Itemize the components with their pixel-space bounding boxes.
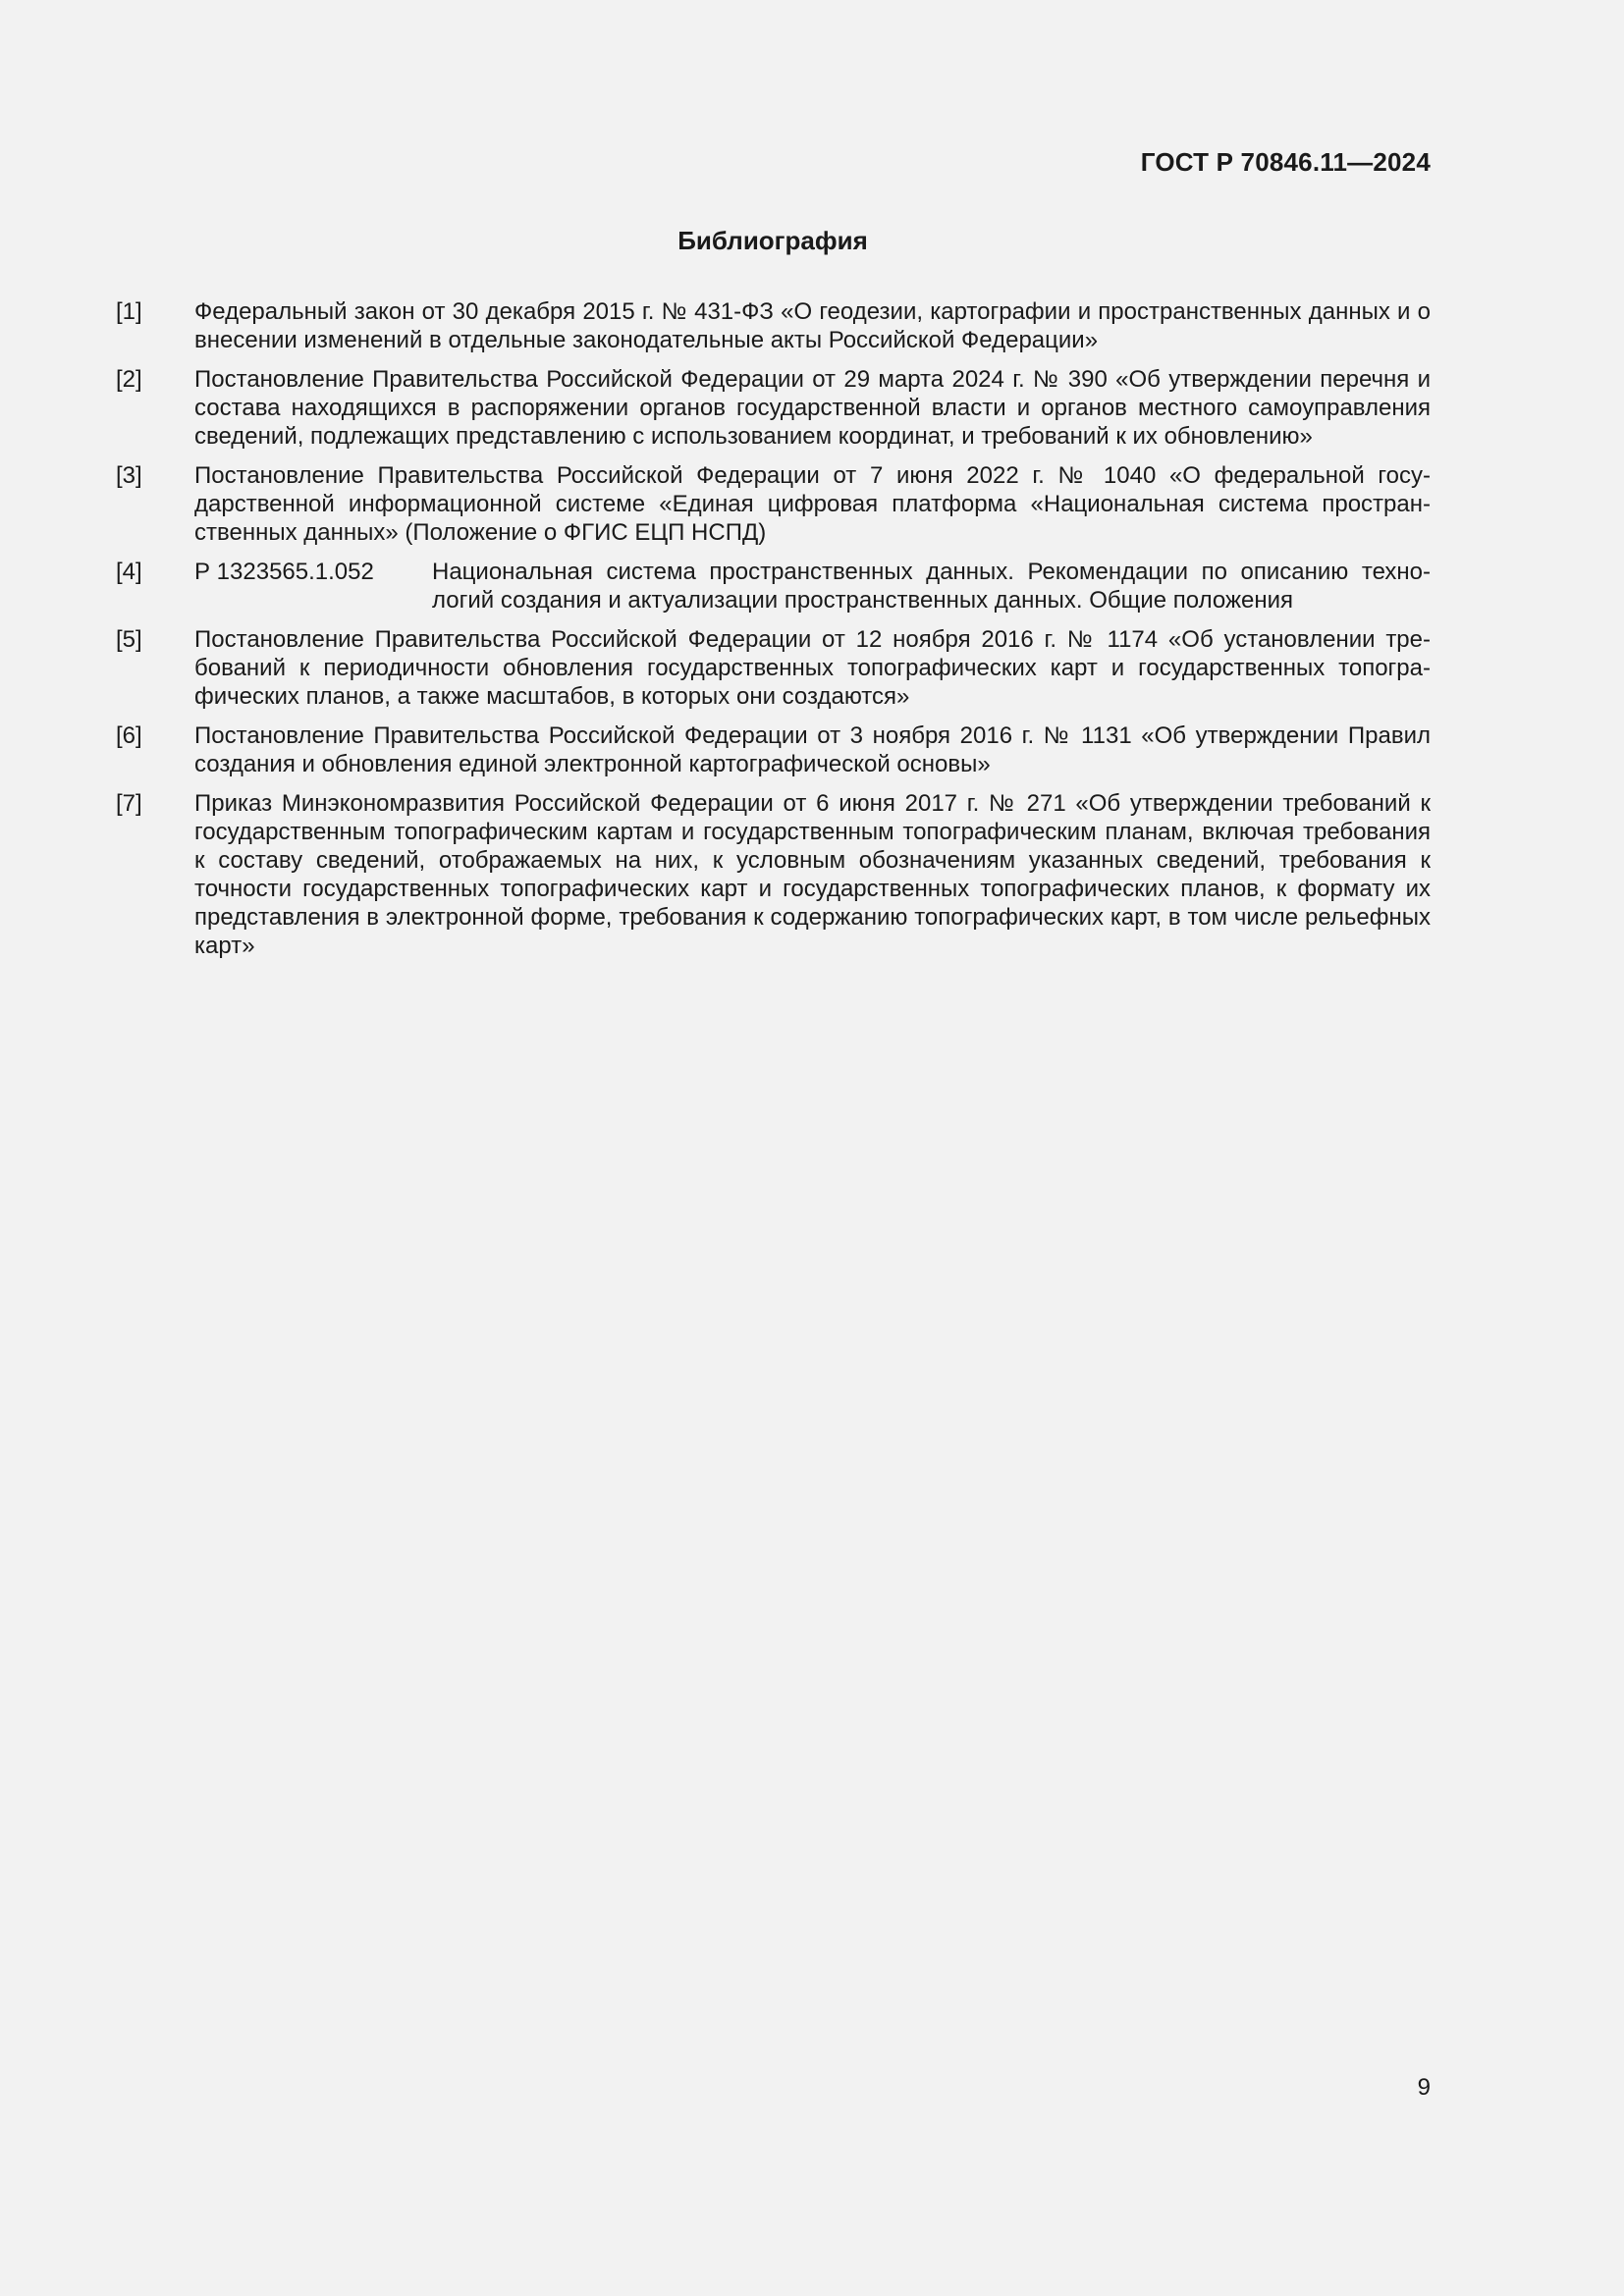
- reference-text: Постановление Правительства Российской Федерации от 12 ноября 2016 г. № 1174 «Об установлении требований к периодичности обновления государственных топографических карт и государственных топографических планов, а также масштабов, в которых они создаются»: [194, 626, 1431, 710]
- reference-text: Постановление Правительства Российской Федерации от 3 ноября 2016 г. № 1131 «Об утверждении Правил создания и обновления единой электронной картографической основы»: [194, 722, 1431, 777]
- bibliography-list: [116, 297, 1431, 971]
- reference-text: Национальная система пространственных данных. Рекомендации по описанию технологий создания и актуализации пространственных данных. Общие положения: [432, 559, 1431, 614]
- reference-text: Постановление Правительства Российской Федерации от 7 июня 2022 г. № 1040 «О федеральной государственной информационной системе «Единая цифровая платформа «Национальная система пространственных данных» (Положение о ФГИС ЕЦП НСПД): [194, 462, 1431, 546]
- bibliography-item: [116, 558, 1431, 614]
- reference-code: Р 1323565.1.052: [194, 559, 374, 585]
- bibliography-item: [116, 721, 1431, 778]
- reference-number: [2]: [116, 366, 142, 393]
- page-number: 9: [1417, 2074, 1431, 2101]
- bibliography-item: [116, 365, 1431, 451]
- bibliography-item: [116, 625, 1431, 711]
- reference-number: [5]: [116, 626, 142, 653]
- reference-number: [4]: [116, 559, 142, 585]
- reference-number: [6]: [116, 722, 142, 749]
- reference-text: Федеральный закон от 30 декабря 2015 г. № 431-ФЗ «О геодезии, картографии и пространственных данных и о внесении изменений в отдельные законодательные акты Российской Федерации»: [194, 298, 1431, 353]
- reference-text: Постановление Правительства Российской Федерации от 29 марта 2024 г. № 390 «Об утверждении перечня и состава находящихся в распоряжении органов государственной власти и органов местного самоуправления сведений, подлежащих представлению с использованием координат, и требований к их обновлению»: [194, 366, 1431, 450]
- reference-text: Приказ Минэкономразвития Российской Федерации от 6 июня 2017 г. № 271 «Об утверждении требований к государственным топографическим картам и государственным топографическим планам, включая требования к составу сведений, отображаемых на них, к условным обозначениям указанных сведений, требования к точности государственных топографических карт и государственных топографических планов, к формату их представления в электронной форме, требования к содержанию топографических карт, в том числе рельефных карт»: [194, 790, 1431, 959]
- document-code: ГОСТ Р 70846.11—2024: [1140, 147, 1431, 177]
- bibliography-item: [116, 789, 1431, 960]
- reference-number: [1]: [116, 298, 142, 325]
- bibliography-item: [116, 461, 1431, 547]
- bibliography-item: [116, 297, 1431, 354]
- reference-number: [7]: [116, 790, 142, 817]
- reference-number: [3]: [116, 462, 142, 489]
- section-title: Библиография: [677, 226, 868, 255]
